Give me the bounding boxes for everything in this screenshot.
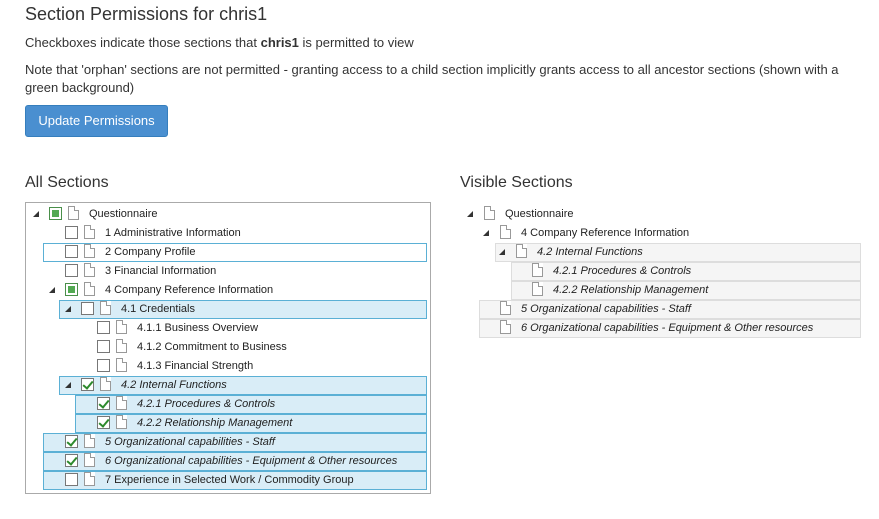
intro-username: chris1 xyxy=(260,35,299,50)
tree-row-highlight xyxy=(43,243,427,262)
document-icon xyxy=(100,301,111,315)
checkbox[interactable] xyxy=(65,245,78,258)
intro-text: Checkboxes indicate those sections that chris1 is permitted to view xyxy=(25,35,414,50)
document-icon xyxy=(484,206,495,220)
checkbox[interactable] xyxy=(65,435,78,448)
document-icon xyxy=(84,282,95,296)
checkbox[interactable] xyxy=(65,226,78,239)
expand-toggle-icon[interactable] xyxy=(467,211,473,217)
document-icon xyxy=(500,225,511,239)
expand-toggle-icon[interactable] xyxy=(65,306,71,312)
checkbox[interactable] xyxy=(97,416,110,429)
expand-toggle-icon[interactable] xyxy=(483,230,489,236)
document-icon xyxy=(84,225,95,239)
document-icon xyxy=(532,282,543,296)
document-icon xyxy=(116,358,127,372)
document-icon xyxy=(100,377,111,391)
document-icon xyxy=(516,244,527,258)
expand-toggle-icon[interactable] xyxy=(499,249,505,255)
visible-sections-heading: Visible Sections xyxy=(460,174,573,191)
document-icon xyxy=(116,320,127,334)
document-icon xyxy=(84,472,95,486)
orphan-note: Note that 'orphan' sections are not permitted - granting access to a child section implicitly grants access to all ancestor sections (shown with a green background) xyxy=(25,62,839,95)
checkbox[interactable] xyxy=(81,378,94,391)
document-icon xyxy=(116,415,127,429)
expand-toggle-icon[interactable] xyxy=(33,211,39,217)
checkbox[interactable] xyxy=(97,397,110,410)
tree-row-highlight xyxy=(59,376,427,395)
document-icon xyxy=(500,301,511,315)
checkbox[interactable] xyxy=(65,283,78,296)
expand-toggle-icon[interactable] xyxy=(65,382,71,388)
all-sections-heading: All Sections xyxy=(25,174,109,191)
checkbox[interactable] xyxy=(49,207,62,220)
document-icon xyxy=(532,263,543,277)
document-icon xyxy=(116,396,127,410)
checkbox[interactable] xyxy=(97,340,110,353)
page-title: Section Permissions for chris1 xyxy=(25,4,268,24)
checkbox[interactable] xyxy=(65,454,78,467)
document-icon xyxy=(84,263,95,277)
update-permissions-button[interactable]: Update Permissions xyxy=(25,105,168,137)
checkbox[interactable] xyxy=(81,302,94,315)
tree-row-highlight xyxy=(59,300,427,319)
checkbox[interactable] xyxy=(65,264,78,277)
document-icon xyxy=(500,320,511,334)
checkbox[interactable] xyxy=(97,321,110,334)
document-icon xyxy=(84,434,95,448)
checkbox[interactable] xyxy=(65,473,78,486)
document-icon xyxy=(84,453,95,467)
document-icon xyxy=(68,206,79,220)
expand-toggle-icon[interactable] xyxy=(49,287,55,293)
checkbox[interactable] xyxy=(97,359,110,372)
document-icon xyxy=(116,339,127,353)
document-icon xyxy=(84,244,95,258)
